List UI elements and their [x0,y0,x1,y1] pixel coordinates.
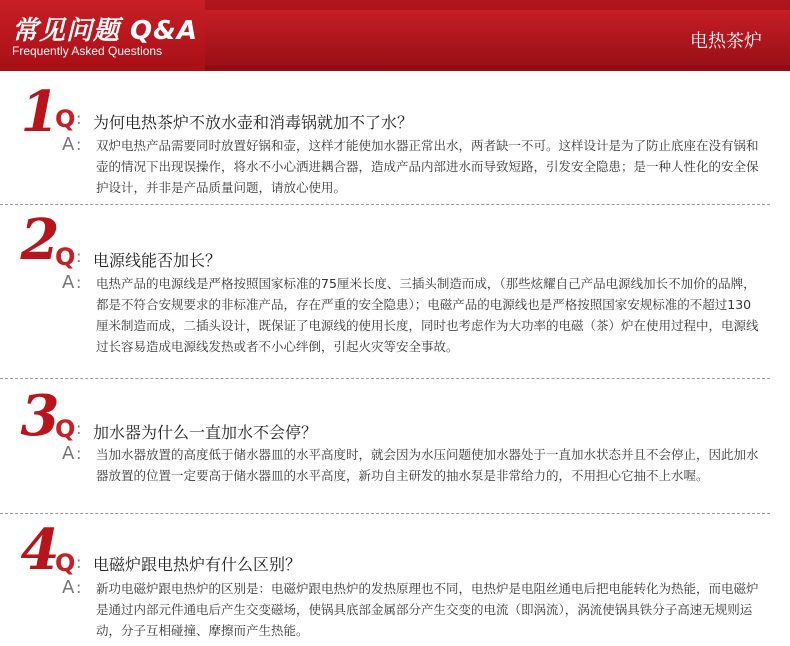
page-title: 常见问题 Q&A [12,16,198,46]
answer-colon: : [76,578,82,597]
question-colon: : [76,419,82,438]
page-subtitle: Frequently Asked Questions [12,44,163,58]
question-colon: : [76,247,82,266]
title-panel [0,0,205,71]
section-divider [0,378,770,379]
answer-text: 新功电磁炉跟电热炉的区别是：电磁炉跟电热炉的发热原理也不同，电热炉是电阻丝通电后把电能转化为热能，而电磁炉是通过内部元件通电后产生交变磁场，使锅具底部金属部分产生交变的电流（即涡流），涡流使锅具铁分子高速无规则运动，分子互相碰撞、摩擦而产生热能。 [96,581,759,638]
question-text: 电磁炉跟电热炉有什么区别？ [93,555,302,574]
answer-text: 当加水器放置的高度低于储水器皿的水平高度时，就会因为水压问题使加水器处于一直加水状态并且不会停止，因此加水器放置的位置一定要高于储水器皿的水平高度，新功自主研发的抽水泵是非常给力的，不用担心它抽不上水喔。 [96,447,759,483]
answer-marker: A [62,443,75,464]
answer-text: 电热产品的电源线是严格按照国家标准的75厘米长度、三插头制造而成，（那些炫耀自己产品电源线加长不加价的品牌，都是不符合安规要求的非标准产品，存在严重的安全隐患）；电磁产品的电源线也是严格按照国家安规标准的不超过130厘米制造而成，二插头设计，既保证了电源线的使用长度，同时也考虑作为大功率的电磁（茶）炉在使用过程中，电源线过长容易造成电源线发热或者不小心绊倒，引起火灾等安全事故。 [96,276,759,354]
question-marker: Q [55,549,76,577]
answer-marker: A [62,577,75,598]
question-marker: Q [55,243,76,271]
question-marker: Q [55,105,76,133]
faq-number: 4 [20,517,60,583]
answer-marker: A [62,272,75,293]
question-colon: : [76,553,82,572]
category-label: 电热茶炉 [690,31,762,52]
question-marker: Q [55,415,76,443]
question-text: 为何电热茶炉不放水壶和消毒锅就加不了水？ [93,113,414,132]
answer-colon: : [76,135,82,154]
header-banner [0,0,790,71]
answer-colon: : [76,273,82,292]
faq-number: 3 [20,383,60,449]
answer-marker: A [62,134,75,155]
answer-colon: : [76,444,82,463]
faq-number: 1 [20,79,60,145]
question-text: 加水器为什么一直加水不会停？ [93,423,318,442]
question-colon: : [76,109,82,128]
section-divider [0,513,770,514]
section-divider [0,204,770,205]
answer-text: 双炉电热产品需要同时放置好锅和壶，这样才能使加水器正常出水，两者缺一不可。这样设计是为了防止底座在没有锅和壶的情况下出现误操作，将水不小心洒进耦合器，造成产品内部进水而导致短路，引发安全隐患；是一种人性化的安全保护设计，并非是产品质量问题，请放心使用。 [96,138,759,195]
question-text: 电源线能否加长？ [93,251,222,270]
faq-number: 2 [20,207,60,273]
